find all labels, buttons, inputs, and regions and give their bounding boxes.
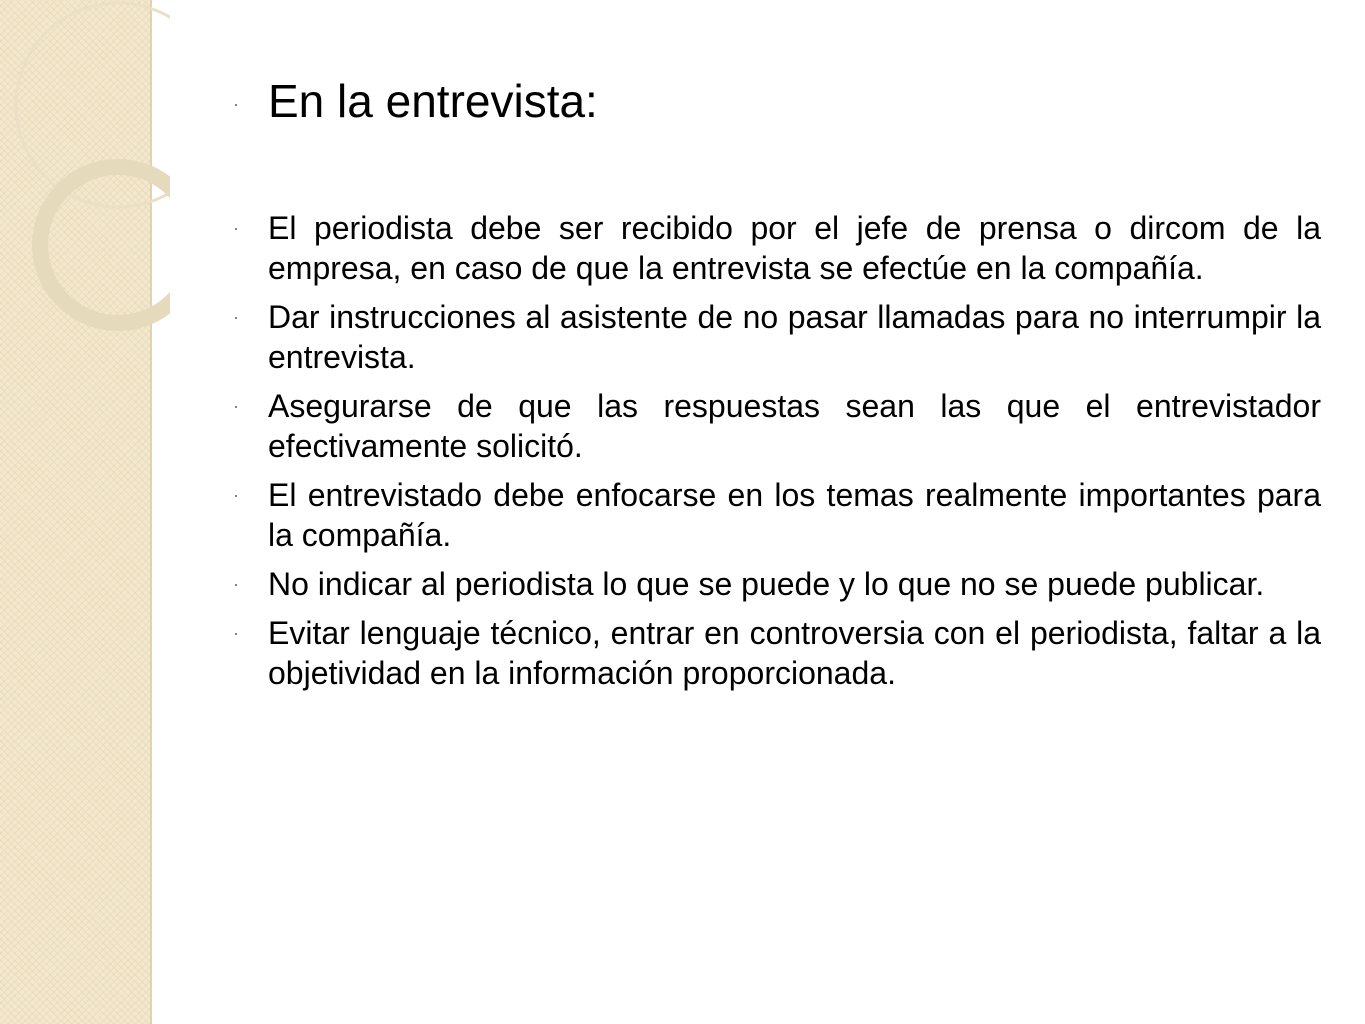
decorative-ring-small <box>40 167 170 323</box>
list-item <box>225 475 1321 555</box>
list-item <box>225 613 1321 693</box>
list-item <box>225 564 1321 604</box>
list-item-text: El periodista debe ser recibido por el jefe de prensa o dircom de la empresa, en caso de que la entrevista se efectúe en la compañía. <box>268 210 1321 286</box>
list-item <box>225 386 1321 466</box>
bullet-dot: · <box>233 574 239 594</box>
bullet-dot: · <box>233 623 239 643</box>
decorative-rings <box>0 0 170 420</box>
list-item-text: Asegurarse de que las respuestas sean las que el entrevistador efectivamente solicitó. <box>268 388 1321 464</box>
bullet-dot: · <box>233 307 239 327</box>
list-item-text: Dar instrucciones al asistente de no pasar llamadas para no interrumpir la entrevista. <box>268 299 1321 375</box>
bullet-list <box>225 208 1321 702</box>
bullet-dot: · <box>233 218 239 238</box>
title-row <box>225 72 1321 130</box>
title-bullet: · <box>233 94 239 114</box>
list-item-text: No indicar al periodista lo que se puede y lo que no se puede publicar. <box>268 566 1265 602</box>
list-item-text: Evitar lenguaje técnico, entrar en controversia con el periodista, faltar a la objetividad en la información proporcionada. <box>268 615 1321 691</box>
list-item <box>225 208 1321 288</box>
list-item-text: El entrevistado debe enfocarse en los temas realmente importantes para la compañía. <box>268 477 1321 553</box>
list-item <box>225 297 1321 377</box>
bullet-dot: · <box>233 396 239 416</box>
slide-title: En la entrevista: <box>268 75 598 127</box>
bullet-dot: · <box>233 485 239 505</box>
